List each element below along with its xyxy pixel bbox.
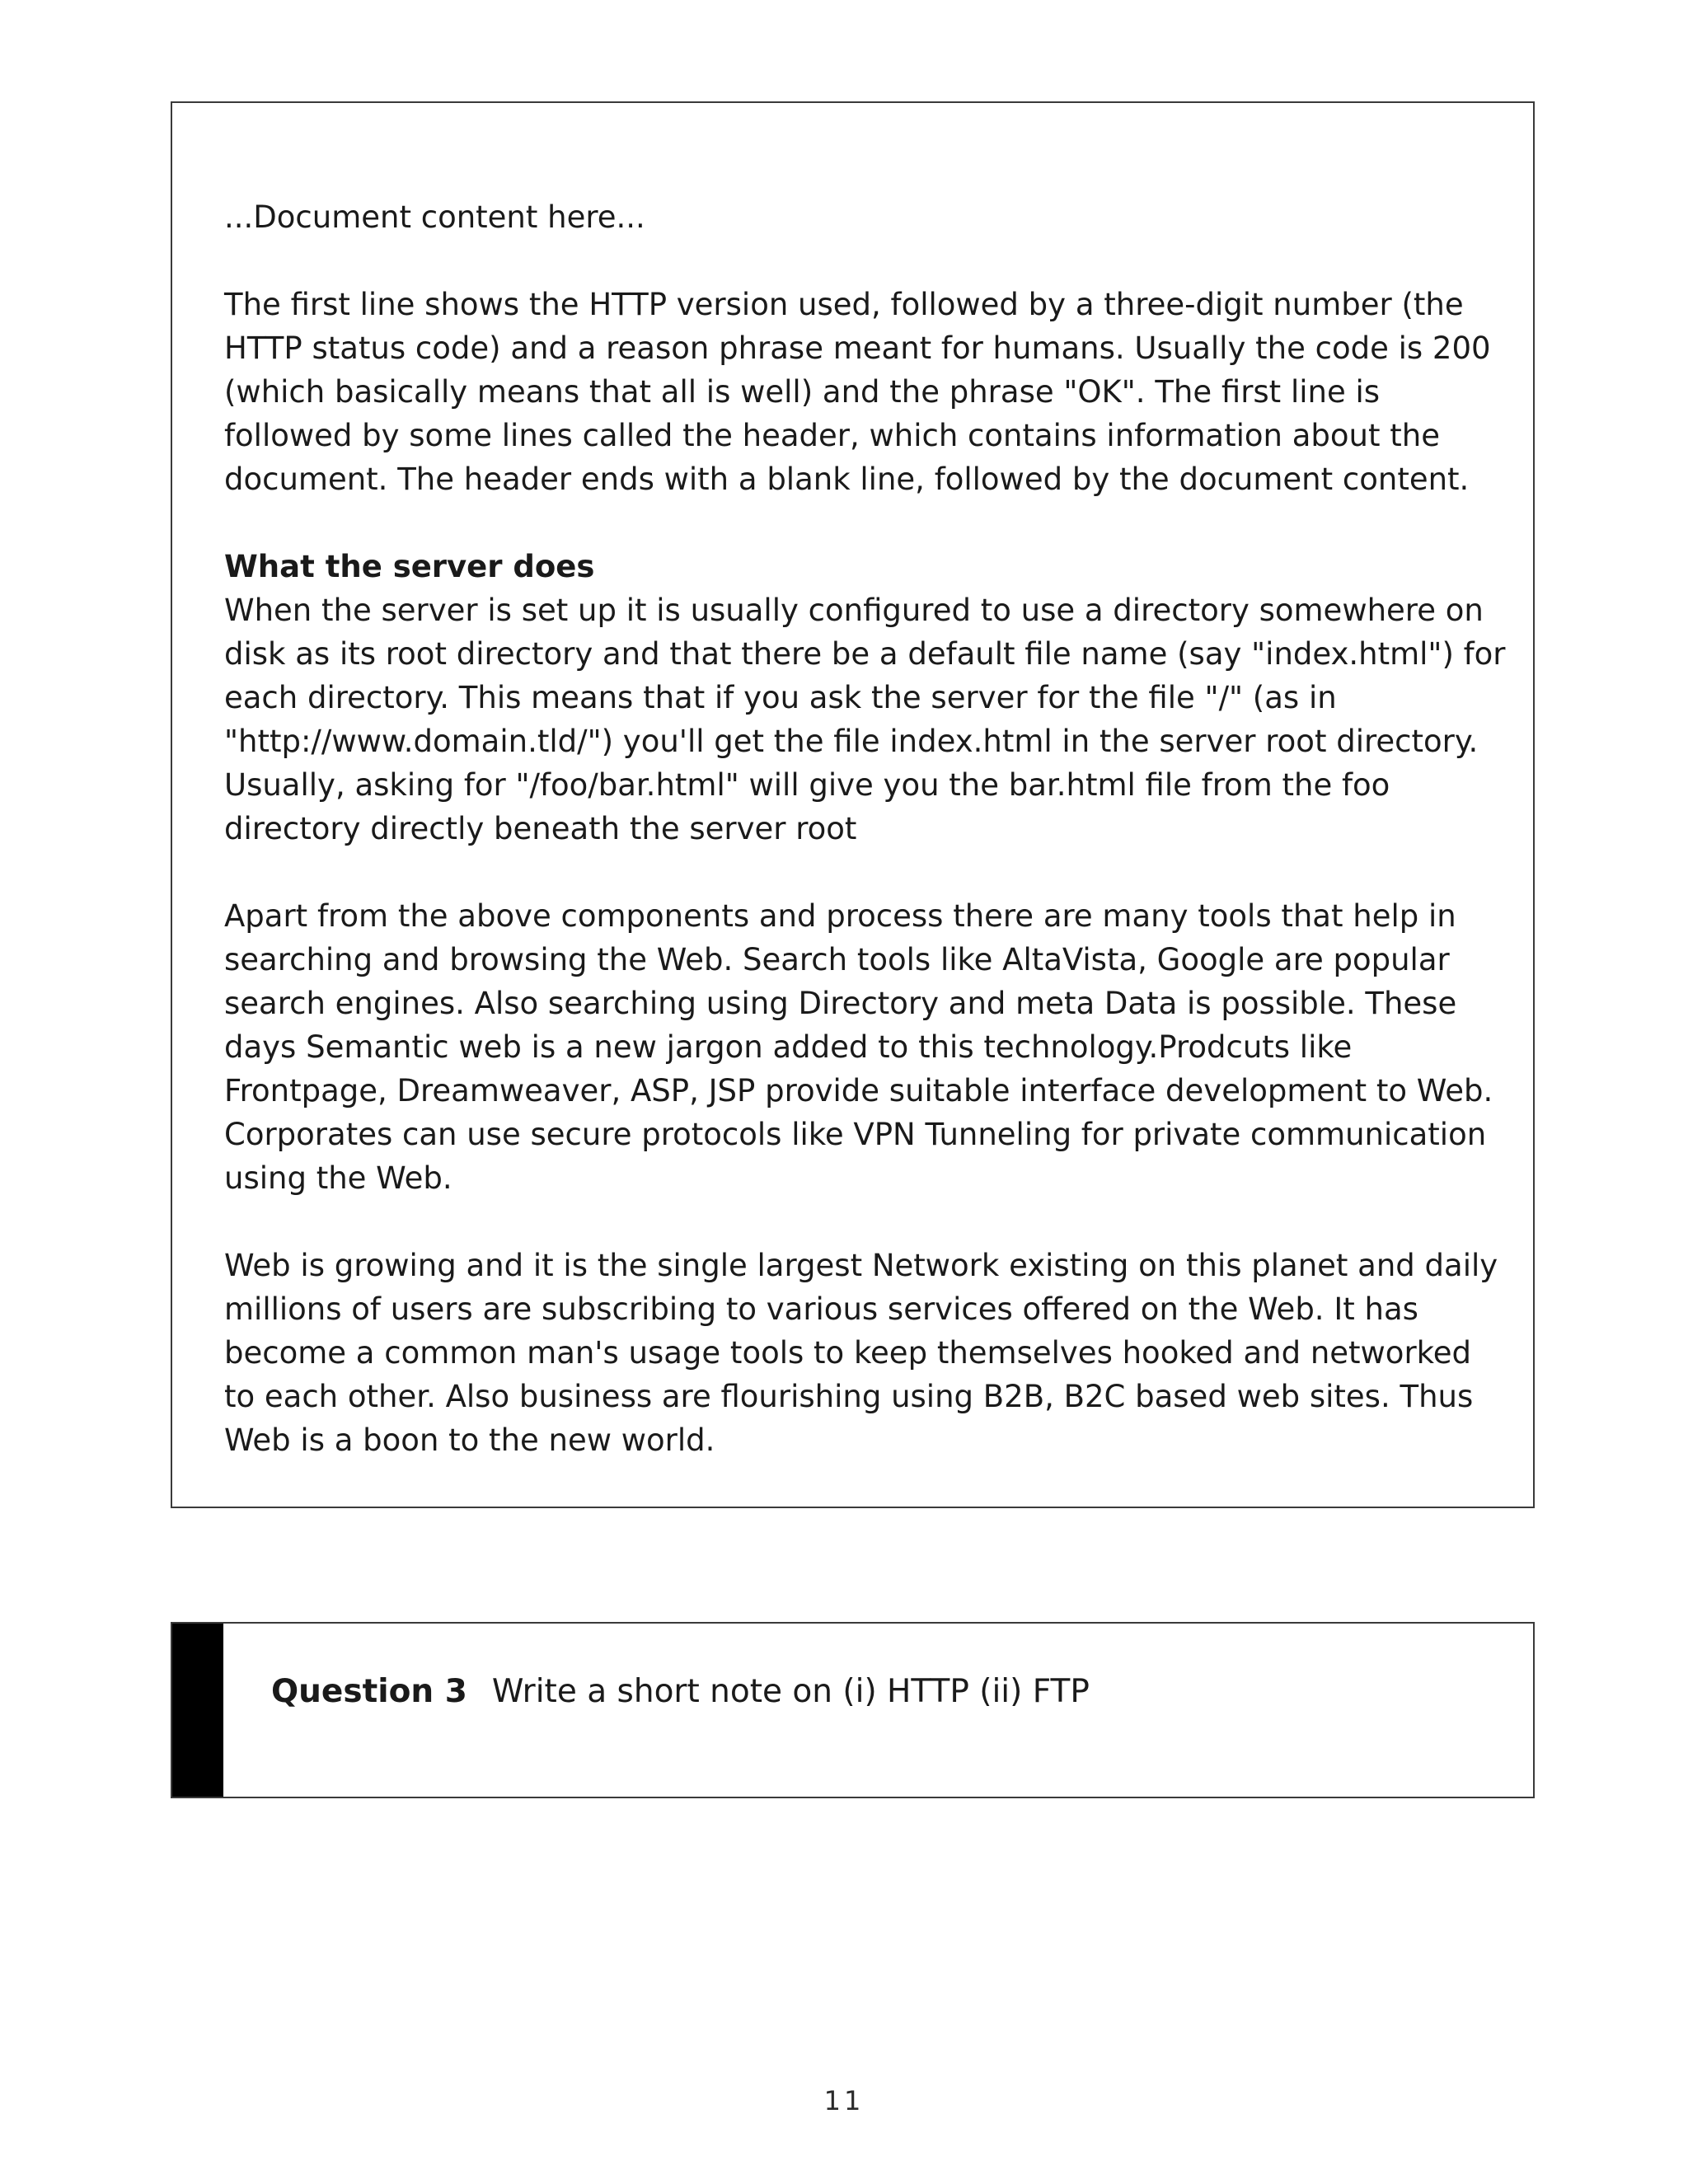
question-accent-bar (172, 1624, 223, 1797)
server-section (224, 545, 1510, 851)
question-label: Question 3 (271, 1673, 467, 1710)
question-text: Write a short note on (i) HTTP (ii) FTP (491, 1673, 1090, 1710)
section-heading: What the server does (224, 549, 595, 584)
question-box (171, 1622, 1535, 1798)
document-body (224, 195, 1510, 1462)
document-content-box (171, 101, 1535, 1508)
question-line (271, 1671, 1090, 1713)
web-growth-paragraph: Web is growing and it is the single largest Network existing on this planet and daily millions of users are subscribing to various services offered on the Web. It has become a common man's usage tools to keep themselves hooked and networked to each other. Also business are flourishing using B2B, B2C based web sites. Thus Web is a boon to the new world. (224, 1248, 1498, 1458)
http-response-paragraph: The first line shows the HTTP version used, followed by a three-digit number (the HTTP status code) and a reason phrase meant for humans. Usually the code is 200 (which basically means that all is well) and the phrase "OK". The first line is followed by some lines called the header, which contains information about the document. The header ends with a blank line, followed by the document content. (224, 287, 1491, 497)
server-section-body: When the server is set up it is usually configured to use a directory somewhere on disk as its root directory and that there be a default file name (say "index.html") for each directory. This means that if you ask the server for the file "/" (as in "http://www.domain.tld/") you'll get the file index.html in the server root directory. Usually, asking for "/foo/bar.html" will give you the bar.html file from the foo directory directly beneath the server root (224, 593, 1506, 846)
page-number: 11 (823, 2085, 865, 2116)
document-placeholder-line: ...Document content here... (224, 199, 645, 235)
tools-paragraph: Apart from the above components and process there are many tools that help in searching and browsing the Web. Search tools like AltaVista, Google are popular search engines. Also searching using Directory and meta Data is possible. These days Semantic web is a new jargon added to this technology.Prodcuts like Frontpage, Dreamweaver, ASP, JSP provide suitable interface development to Web. Corporates can use secure protocols like VPN Tunneling for private communication using the Web. (224, 898, 1493, 1196)
